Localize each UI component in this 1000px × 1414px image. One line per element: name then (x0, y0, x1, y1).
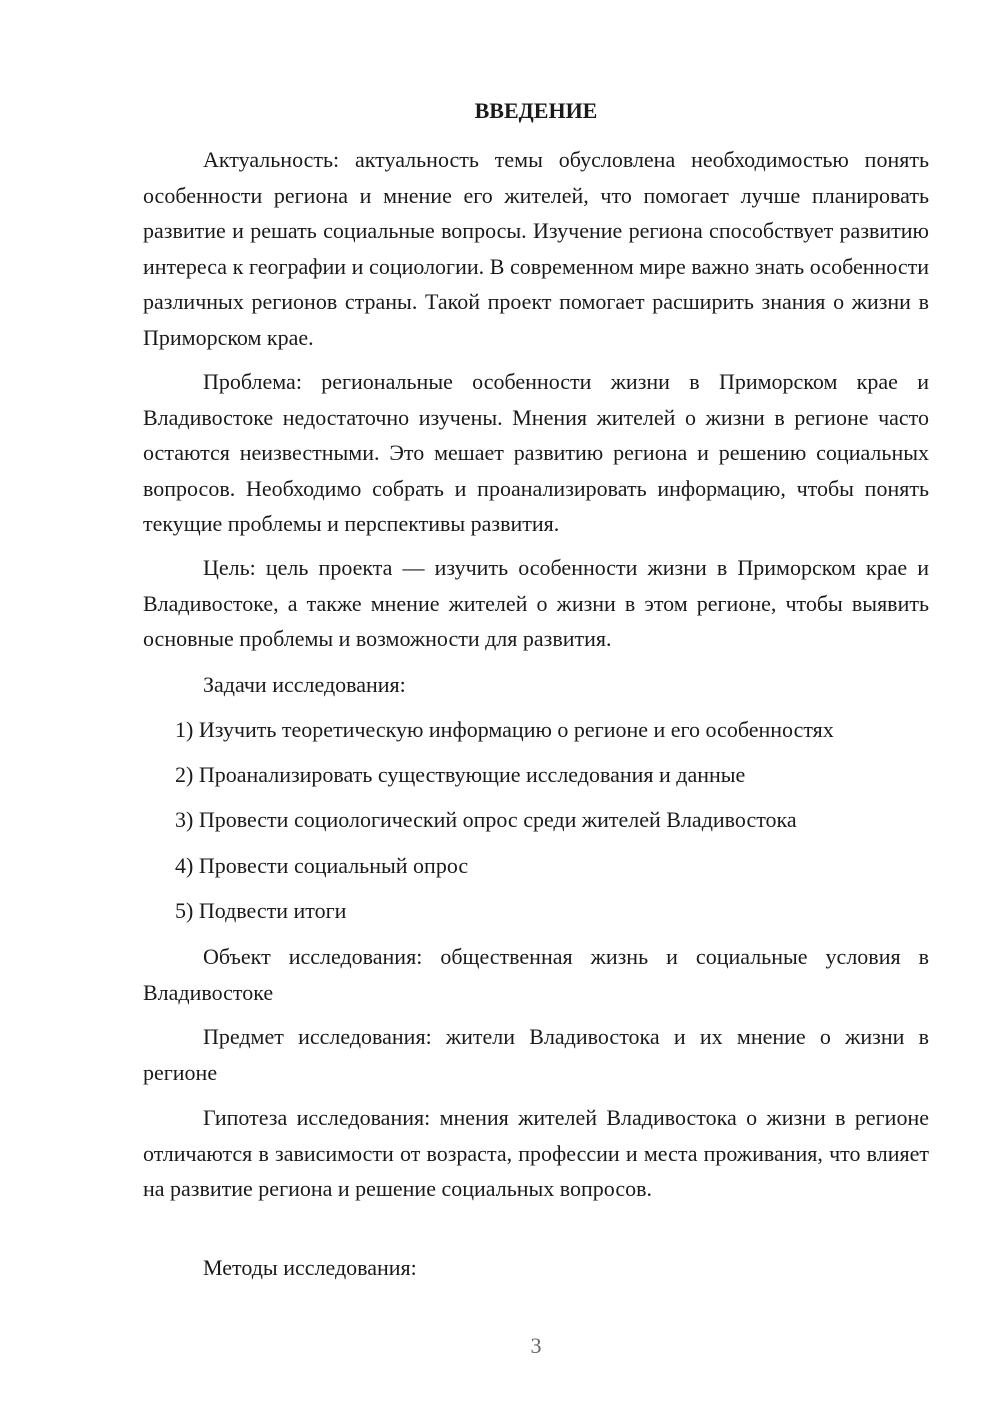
methods-label: Методы исследования: (203, 1255, 417, 1280)
section-heading: ВВЕДЕНИЕ (474, 98, 598, 123)
hypothesis-paragraph: Гипотеза исследования: мнения жителей Владивостока о жизни в регионе отличаются в зависимости от возраста, профессии и места проживания, что влияет на развитие региона и решение социальных вопросов. (143, 1105, 929, 1202)
task-item: 2) Проанализировать существующие исследования и данные (175, 762, 746, 787)
task-item: 3) Провести социологический опрос среди жителей Владивостока (175, 807, 797, 832)
problem-paragraph: Проблема: региональные особенности жизни в Приморском крае и Владивостоке недостаточно изучены. Мнения жителей о жизни в регионе часто остаются неизвестными. Это мешает развитию региона и решению социальных вопросов. Необходимо собрать и проанализировать информацию, чтобы понять текущие проблемы и перспективы развития. (143, 369, 929, 537)
subject-paragraph: Предмет исследования: жители Владивостока и их мнение о жизни в регионе (143, 1024, 929, 1085)
tasks-label: Задачи исследования: (203, 672, 406, 697)
task-item: 4) Провести социальный опрос (175, 853, 469, 878)
object-paragraph: Объект исследования: общественная жизнь и социальные условия в Владивостоке (143, 944, 929, 1005)
task-item: 1) Изучить теоретическую информацию о регионе и его особенностях (175, 717, 834, 742)
goal-paragraph: Цель: цель проекта — изучить особенности жизни в Приморском крае и Владивостоке, а также мнение жителей о жизни в этом регионе, чтобы выявить основные проблемы и возможности для развития. (143, 555, 929, 652)
page-number: 3 (530, 1333, 542, 1358)
relevance-paragraph: Актуальность: актуальность темы обусловлена необходимостью понять особенности региона и мнение его жителей, что помогает лучше планировать развитие и решать социальные вопросы. Изучение региона способствует развитию интереса к географии и социологии. В современном мире важно знать особенности различных регионов страны. Такой проект помогает расширить знания о жизни в Приморском крае. (143, 147, 929, 350)
task-item: 5) Подвести итоги (175, 898, 347, 923)
